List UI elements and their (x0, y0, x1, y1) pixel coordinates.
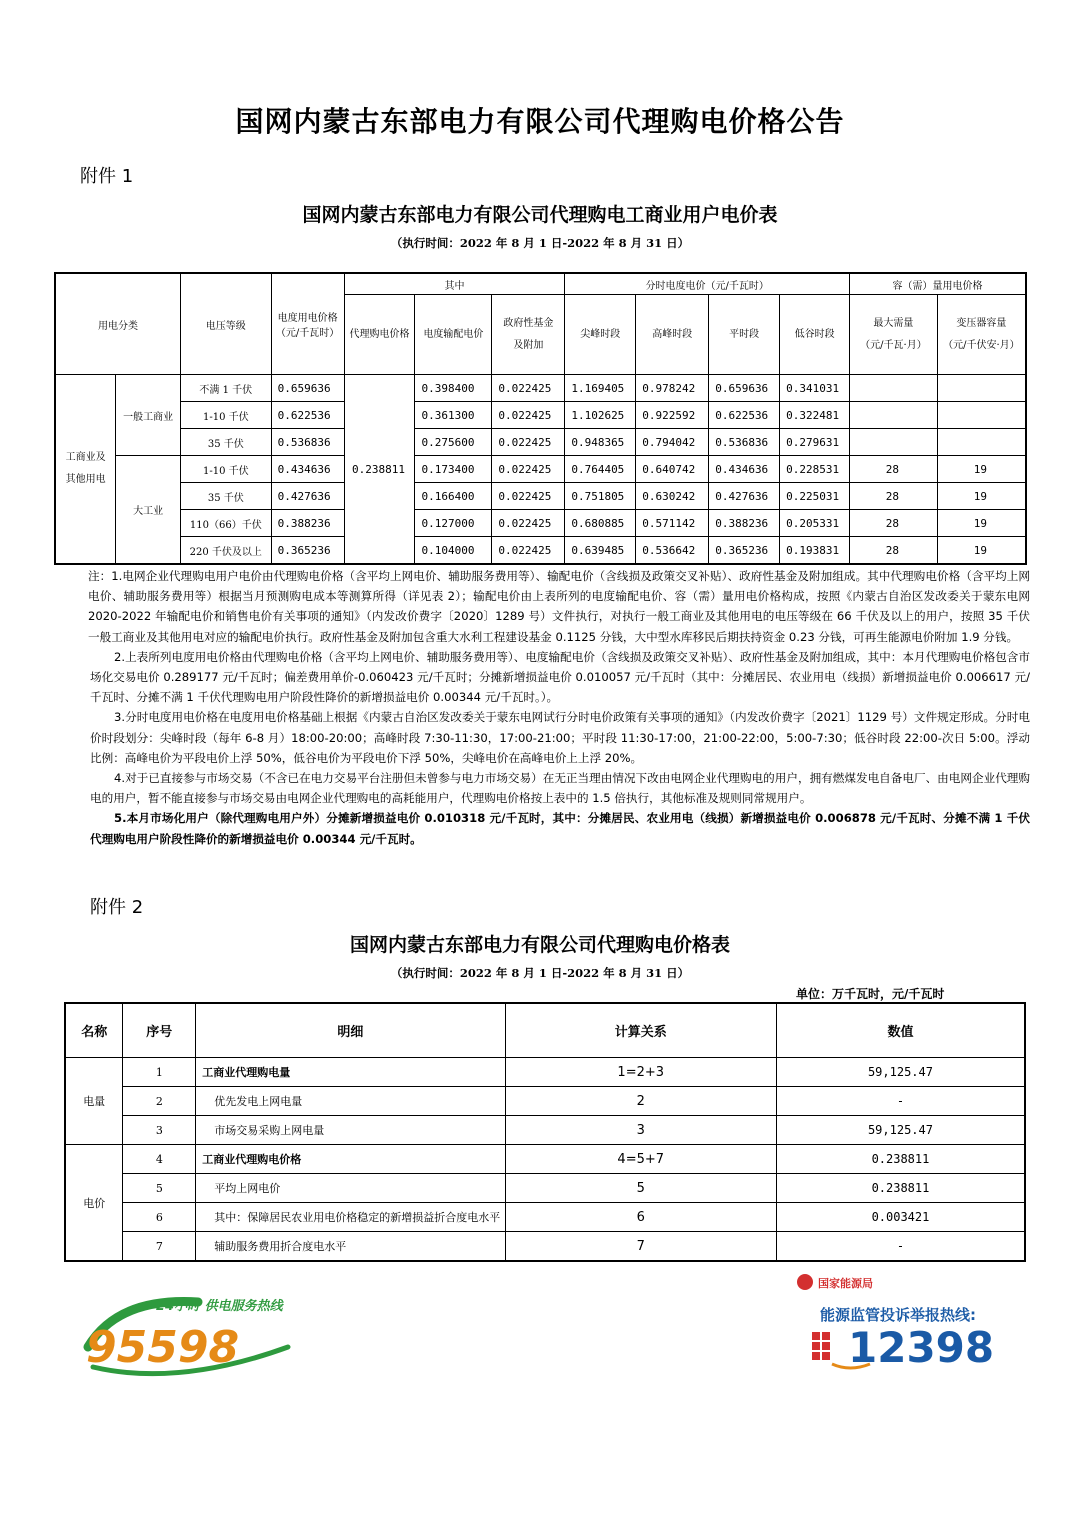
voltage-cell: 不满 1 千伏 (180, 375, 271, 402)
group-general: 一般工商业 (116, 375, 181, 456)
attachment1-label: 附件 1 (80, 166, 134, 187)
seq-cell: 7 (123, 1232, 196, 1262)
header-name: 名称 (65, 1003, 123, 1058)
purchase-row (65, 1203, 1025, 1232)
purchase-row (65, 1232, 1025, 1262)
header-seq: 序号 (123, 1003, 196, 1058)
fund-cell: 0.022425 (492, 402, 565, 429)
pk-cell: 0.922592 (636, 402, 709, 429)
price-cell: 0.427636 (271, 483, 344, 510)
header-capacity: 容（需）量用电价格 (850, 273, 1026, 295)
header-flat: 平时段 (709, 295, 780, 375)
fl-cell: 0.434636 (709, 456, 780, 483)
fund-cell: 0.022425 (492, 483, 565, 510)
purchase-row (65, 1116, 1025, 1145)
seq-cell: 4 (123, 1145, 196, 1174)
header-voltage: 电压等级 (180, 273, 271, 375)
tariff-table (54, 272, 1027, 565)
tariff-row (55, 402, 1026, 429)
detail-cell: 优先发电上网电量 (196, 1087, 505, 1116)
transformer-cell (937, 402, 1026, 429)
vl-cell: 0.341031 (780, 375, 850, 402)
seq-cell: 6 (123, 1203, 196, 1232)
svg-text:12398: 12398 (848, 1323, 995, 1372)
vl-cell: 0.193831 (780, 537, 850, 565)
tariff-row (55, 537, 1026, 565)
calc-cell: 7 (505, 1232, 776, 1262)
note-3: 3.分时电度用电价格在电度用电价格基础上根据《内蒙古自治区发改委关于蒙东电网试行分时电价政策有关事项的通知》（内发改价费字〔2021〕1129 号）文件规定形成。分时电价时段划分：尖峰时段（每年 6-8 月）18:00-20:00；高峰时段 7:30-11:30，17:00-21:00；平时段 11:30-17:00，21:00-22:00，5:00-7:30；低谷时段 22:00-次日 5:00。浮动比例：高峰电价为平段电价上浮 50%，低谷电价为平段电价下浮 50%，尖峰电价在高峰电价上上浮 20%。 (90, 710, 1030, 765)
tariff-row (55, 375, 1026, 402)
transformer-cell: 19 (937, 483, 1026, 510)
seq-cell: 1 (123, 1058, 196, 1087)
pk-cell: 0.630242 (636, 483, 709, 510)
voltage-cell: 1-10 千伏 (180, 456, 271, 483)
transformer-cell: 19 (937, 456, 1026, 483)
group-quantity: 电量 (65, 1058, 123, 1145)
attachment2-period: （执行时间：2022 年 8 月 1 日-2022 年 8 月 31 日） (390, 966, 690, 980)
price-cell: 0.622536 (271, 402, 344, 429)
vl-cell: 0.225031 (780, 483, 850, 510)
transformer-cell (937, 429, 1026, 456)
pk-cell: 0.640742 (636, 456, 709, 483)
pt-cell: 0.639485 (565, 537, 636, 565)
group-large: 大工业 (116, 456, 181, 565)
purchase-row (65, 1145, 1025, 1174)
tariff-row (55, 456, 1026, 483)
voltage-cell: 1-10 千伏 (180, 402, 271, 429)
national-emblem-icon (797, 1274, 813, 1290)
header-value: 数值 (776, 1003, 1025, 1058)
unit-label: 单位：万千瓦时，元/千瓦时 (796, 987, 945, 1001)
note-4: 4.对于已直接参与市场交易（不含已在电力交易平台注册但未曾参与电力市场交易）在无正当理由情况下改由电网企业代理购电的用户，拥有燃煤发电自备电厂、由电网企业代理购电的用户，暂不能直接参与市场交易由电网企业代理购电的高耗能用户，代理购电价格按上表中的 1.5 倍执行，其他标准及规则同常规用户。 (90, 771, 1030, 806)
detail-cell: 平均上网电价 (196, 1174, 505, 1203)
vl-cell: 0.228531 (780, 456, 850, 483)
voltage-cell: 110（66）千伏 (180, 510, 271, 537)
fund-cell: 0.022425 (492, 537, 565, 565)
fl-cell: 0.388236 (709, 510, 780, 537)
max-demand-cell (850, 429, 938, 456)
value-cell: 0.003421 (776, 1203, 1025, 1232)
calc-cell: 5 (505, 1174, 776, 1203)
pt-cell: 0.948365 (565, 429, 636, 456)
header-tou: 分时电度电价（元/千瓦时） (565, 273, 850, 295)
price-cell: 0.434636 (271, 456, 344, 483)
fl-cell: 0.365236 (709, 537, 780, 565)
max-demand-cell: 28 (850, 510, 938, 537)
fund-cell: 0.022425 (492, 429, 565, 456)
detail-cell: 工商业代理购电价格 (196, 1145, 505, 1174)
value-cell: 59,125.47 (776, 1058, 1025, 1087)
voltage-cell: 35 千伏 (180, 429, 271, 456)
header-peak: 高峰时段 (636, 295, 709, 375)
pt-cell: 0.751805 (565, 483, 636, 510)
purchase-table (64, 1002, 1026, 1262)
seq-cell: 2 (123, 1087, 196, 1116)
trans-cell: 0.127000 (415, 510, 492, 537)
header-category: 用电分类 (55, 273, 180, 375)
pk-cell: 0.978242 (636, 375, 709, 402)
fl-cell: 0.536836 (709, 429, 780, 456)
vl-cell: 0.205331 (780, 510, 850, 537)
value-cell: 0.238811 (776, 1174, 1025, 1203)
header-transformer: 变压器容量 （元/千伏安·月） (937, 295, 1026, 375)
detail-cell: 其中：保障居民农业用电价格稳定的新增损益折合度电水平 (196, 1203, 505, 1232)
header-fund: 政府性基金 及附加 (492, 295, 565, 375)
pt-cell: 0.680885 (565, 510, 636, 537)
pt-cell: 0.764405 (565, 456, 636, 483)
svg-text:95598: 95598 (86, 1322, 240, 1373)
group-price: 电价 (65, 1145, 123, 1262)
max-demand-cell (850, 375, 938, 402)
price-cell: 0.365236 (271, 537, 344, 565)
detail-cell: 辅助服务费用折合度电水平 (196, 1232, 505, 1262)
fund-cell: 0.022425 (492, 510, 565, 537)
header-peak-top: 尖峰时段 (565, 295, 636, 375)
hotline-12398-logo (790, 1272, 1020, 1382)
header-max-demand: 最大需量 （元/千瓦·月） (850, 295, 938, 375)
value-cell: 0.238811 (776, 1145, 1025, 1174)
max-demand-cell: 28 (850, 537, 938, 565)
pk-cell: 0.794042 (636, 429, 709, 456)
attachment2-title: 国网内蒙古东部电力有限公司代理购电价格表 (349, 934, 730, 956)
max-demand-cell: 28 (850, 456, 938, 483)
header-price: 电度用电价格 （元/千瓦时） (271, 273, 344, 375)
pt-cell: 1.169405 (565, 375, 636, 402)
purchase-row (65, 1058, 1025, 1087)
svg-text:24小时 供电服务热线: 24小时 供电服务热线 (156, 1299, 283, 1314)
category-main: 工商业及 其他用电 (55, 375, 116, 565)
calc-cell: 2 (505, 1087, 776, 1116)
seq-cell: 5 (123, 1174, 196, 1203)
agent-price-cell: 0.238811 (344, 375, 415, 565)
header-calc: 计算关系 (505, 1003, 776, 1058)
price-cell: 0.536836 (271, 429, 344, 456)
attachment1-title: 国网内蒙古东部电力有限公司代理购电工商业用户电价表 (302, 204, 778, 226)
tariff-row (55, 429, 1026, 456)
note-1: 注：1.电网企业代理购电用户电价由代理购电价格（含平均上网电价、辅助服务费用等）、输配电价（含线损及政策交叉补贴）、政府性基金及附加组成。其中代理购电价格（含平均上网电价、辅助服务费用等）根据当月预测购电成本等测算所得（详见表 2）；输配电价由上表所列的电度输配电价、容（需）量用电价格构成，按照《内蒙古自治区发改委关于蒙东电网 2020-2022 年输配电价和销售电价有关事项的通知》（内发改价费字〔2020〕1289 号）文件执行，对执行一般工商业及其他用电的电压等级在 66 千伏及以上的用户，按照 35 千伏一般工商业及其他用电对应的输配电价执行。政府性基金及附加包含重大水利工程建设基金 0.1125 分钱，大中型水库移民后期扶持资金 0.23 分钱，可再生能源电价附加 1.9 分钱。 (88, 569, 1030, 644)
note-5: 5.本月市场化用户（除代理购电用户外）分摊新增损益电价 0.010318 元/千瓦时，其中：分摊居民、农业用电（线损）新增损益电价 0.006878 元/千瓦时、分摊不满 1 千伏代理购电用户阶段性降价的新增损益电价 0.00344 元/千瓦时。 (90, 811, 1030, 846)
price-cell: 0.388236 (271, 510, 344, 537)
detail-cell: 市场交易采购上网电量 (196, 1116, 505, 1145)
transformer-cell: 19 (937, 537, 1026, 565)
trans-cell: 0.173400 (415, 456, 492, 483)
detail-cell: 工商业代理购电量 (196, 1058, 505, 1087)
value-cell: - (776, 1087, 1025, 1116)
fl-cell: 0.659636 (709, 375, 780, 402)
header-valley: 低谷时段 (780, 295, 850, 375)
svg-text:国家能源局: 国家能源局 (818, 1277, 873, 1290)
svg-text:能源监管投诉举报热线:: 能源监管投诉举报热线: (820, 1306, 976, 1324)
price-cell: 0.659636 (271, 375, 344, 402)
attachment2-label: 附件 2 (90, 897, 144, 918)
max-demand-cell (850, 402, 938, 429)
value-cell: - (776, 1232, 1025, 1262)
calc-cell: 3 (505, 1116, 776, 1145)
transformer-cell (937, 375, 1026, 402)
calc-cell: 4=5+7 (505, 1145, 776, 1174)
trans-cell: 0.104000 (415, 537, 492, 565)
max-demand-cell: 28 (850, 483, 938, 510)
value-cell: 59,125.47 (776, 1116, 1025, 1145)
fund-cell: 0.022425 (492, 456, 565, 483)
purchase-row (65, 1174, 1025, 1203)
fl-cell: 0.427636 (709, 483, 780, 510)
vl-cell: 0.322481 (780, 402, 850, 429)
trans-cell: 0.398400 (415, 375, 492, 402)
calc-cell: 1=2+3 (505, 1058, 776, 1087)
header-agent-price: 代理购电价格 (344, 295, 415, 375)
tariff-row (55, 483, 1026, 510)
trans-cell: 0.166400 (415, 483, 492, 510)
note-2: 2.上表所列电度用电价格由代理购电价格（含平均上网电价、辅助服务费用等）、电度输配电价（含线损及政策交叉补贴）、政府性基金及附加组成，其中：本月代理购电价格包含市场化交易电价 0.289177 元/千瓦时；偏差费用单价-0.060423 元/千瓦时；分摊新增损益电价 0.010057 元/千瓦时（其中：分摊居民、农业用电（线损）新增损益电价 0.006617 元/千瓦时、分摊不满 1 千伏代理购电用户阶段性降价的新增损益电价 0.00344 元/千瓦时。）。 (90, 649, 1030, 705)
calc-cell: 6 (505, 1203, 776, 1232)
pk-cell: 0.536642 (636, 537, 709, 565)
trans-cell: 0.275600 (415, 429, 492, 456)
pk-cell: 0.571142 (636, 510, 709, 537)
trans-cell: 0.361300 (415, 402, 492, 429)
header-transmission: 电度输配电价 (415, 295, 492, 375)
seq-cell: 3 (123, 1116, 196, 1145)
tariff-row (55, 510, 1026, 537)
fl-cell: 0.622536 (709, 402, 780, 429)
voltage-cell: 35 千伏 (180, 483, 271, 510)
vl-cell: 0.279631 (780, 429, 850, 456)
transformer-cell: 19 (937, 510, 1026, 537)
pt-cell: 1.102625 (565, 402, 636, 429)
page-title: 国网内蒙古东部电力有限公司代理购电价格公告 (235, 105, 845, 138)
purchase-row (65, 1087, 1025, 1116)
notes (90, 566, 1030, 849)
header-among: 其中 (344, 273, 565, 295)
header-detail: 明细 (196, 1003, 505, 1058)
fund-cell: 0.022425 (492, 375, 565, 402)
hotline-95598-logo (78, 1292, 308, 1382)
attachment1-period: （执行时间：2022 年 8 月 1 日-2022 年 8 月 31 日） (390, 236, 690, 250)
voltage-cell: 220 千伏及以上 (180, 537, 271, 565)
